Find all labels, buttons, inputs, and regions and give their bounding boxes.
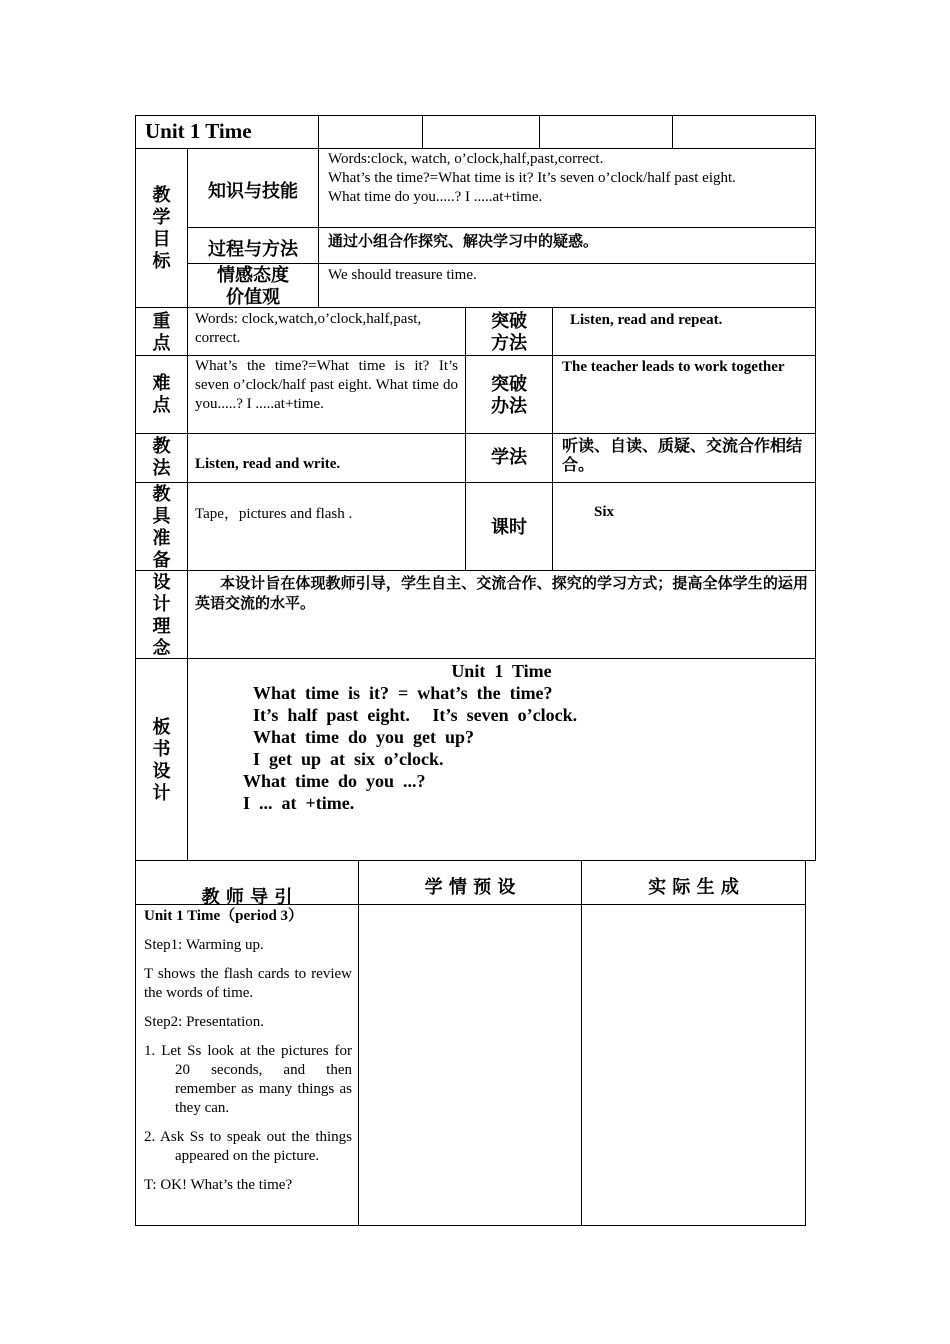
materials-char: 具 [152,506,171,527]
design-concept-text: 本设计旨在体现教师引导，学生自主、交流合作、探究的学习方式；提高全体学生的运用英语交流的水平。 [195,574,808,612]
difficulty-method-label [466,374,552,418]
key-method-line: 突破 [491,311,527,332]
col-teacher-header: 教 师 导 引 [201,887,293,908]
emotion-label-line: 价值观 [226,287,280,308]
knowledge-line: Words:clock, watch, o’clock,half,past,correct. [328,151,604,167]
col-actual-header: 实 际 生 成 [648,877,739,898]
study-method-text: 听读、自读、质疑、交流合作相结合。 [562,436,803,474]
difficulties-char: 难 [152,373,171,394]
step-item: T: OK! What’s the time? [144,1177,293,1193]
objectives-label-char: 标 [152,251,171,272]
difficulty-method-line: 突破 [491,374,527,395]
step-item: Step2: Presentation. [144,1014,264,1030]
process-text: 通过小组合作探究、解决学习中的疑惑。 [328,232,599,250]
board-line: What time do you get up? [253,727,475,747]
key-points-text: Words: clock,watch,o’clock,half,past, correct. [195,311,422,346]
key-points-label [136,311,187,355]
key-method-label [466,311,552,355]
materials-text: Tape，pictures and flash . [195,506,353,522]
teaching-method-label [136,436,187,480]
step-item: 2. Ask Ss to speak out the things appeared on the picture. [144,1129,352,1164]
teacher-steps [144,936,352,1224]
period-label: 课时 [491,517,527,538]
teaching-method-text: Listen, read and write. [195,456,341,472]
board-line: I get up at six o’clock. [253,749,444,769]
knowledge-line: What’s the time?=What time is it? It’s seven o’clock/half past eight. [328,170,736,186]
board-line: I ... at +time. [243,793,355,813]
design-concept-char: 计 [152,594,171,615]
materials-char: 教 [152,484,171,505]
period-title: Unit 1 Time（period 3） [144,908,304,924]
objectives-side-label [136,185,187,273]
board-design-char: 计 [152,783,171,804]
difficulty-method-text: The teacher leads to work together [562,359,785,375]
difficulty-method-line: 办法 [491,396,527,417]
board-line: It’s half past eight. It’s seven o’clock. [253,705,578,725]
design-concept-label [136,572,187,660]
unit-title: Unit 1 Time [145,119,252,143]
step-item: T shows the flash cards to review the words of time. [144,966,352,1001]
emotion-label [188,265,318,309]
design-concept-char: 理 [152,616,171,637]
materials-char: 准 [152,528,171,549]
board-line: What time is it? = what’s the time? [253,683,553,703]
design-concept-char: 设 [152,572,171,593]
board-title: Unit 1 Time [451,661,552,681]
design-concept-char: 念 [152,638,171,659]
board-line: What time do you ...? [243,771,426,791]
objectives-label-char: 目 [152,229,171,250]
board-design-char: 设 [152,761,171,782]
step-item: Step1: Warming up. [144,937,264,953]
knowledge-text [328,150,808,227]
key-points-char: 点 [152,333,171,354]
period-value: Six [594,504,615,520]
difficulties-text: What’s the time?=What time is it? It’s seven o’clock/half past eight. What time do you.....? I .....at+time. [195,358,458,412]
study-method-label: 学法 [491,447,527,468]
materials-label [136,484,187,572]
key-method-text: Listen, read and repeat. [570,312,723,328]
emotion-text: We should treasure time. [328,267,477,283]
difficulties-label [136,373,187,417]
teaching-method-char: 法 [152,458,171,479]
process-label: 过程与方法 [208,239,298,260]
step-item: 1. Let Ss look at the pictures for 20 seconds, and then remember as many things as they can. [144,1043,352,1116]
board-design-char: 板 [152,717,171,738]
key-points-char: 重 [152,311,171,332]
knowledge-label: 知识与技能 [208,181,298,202]
materials-char: 备 [152,550,171,571]
objectives-label-char: 学 [152,207,171,228]
knowledge-line: What time do you.....? I .....at+time. [328,189,543,205]
teaching-method-char: 教 [152,436,171,457]
key-method-line: 方法 [491,333,527,354]
board-design-char: 书 [152,739,171,760]
emotion-label-line: 情感态度 [217,265,289,286]
objectives-label-char: 教 [152,185,171,206]
difficulties-char: 点 [152,395,171,416]
board-design-label [136,717,187,805]
col-student-header: 学 情 预 设 [424,877,516,898]
